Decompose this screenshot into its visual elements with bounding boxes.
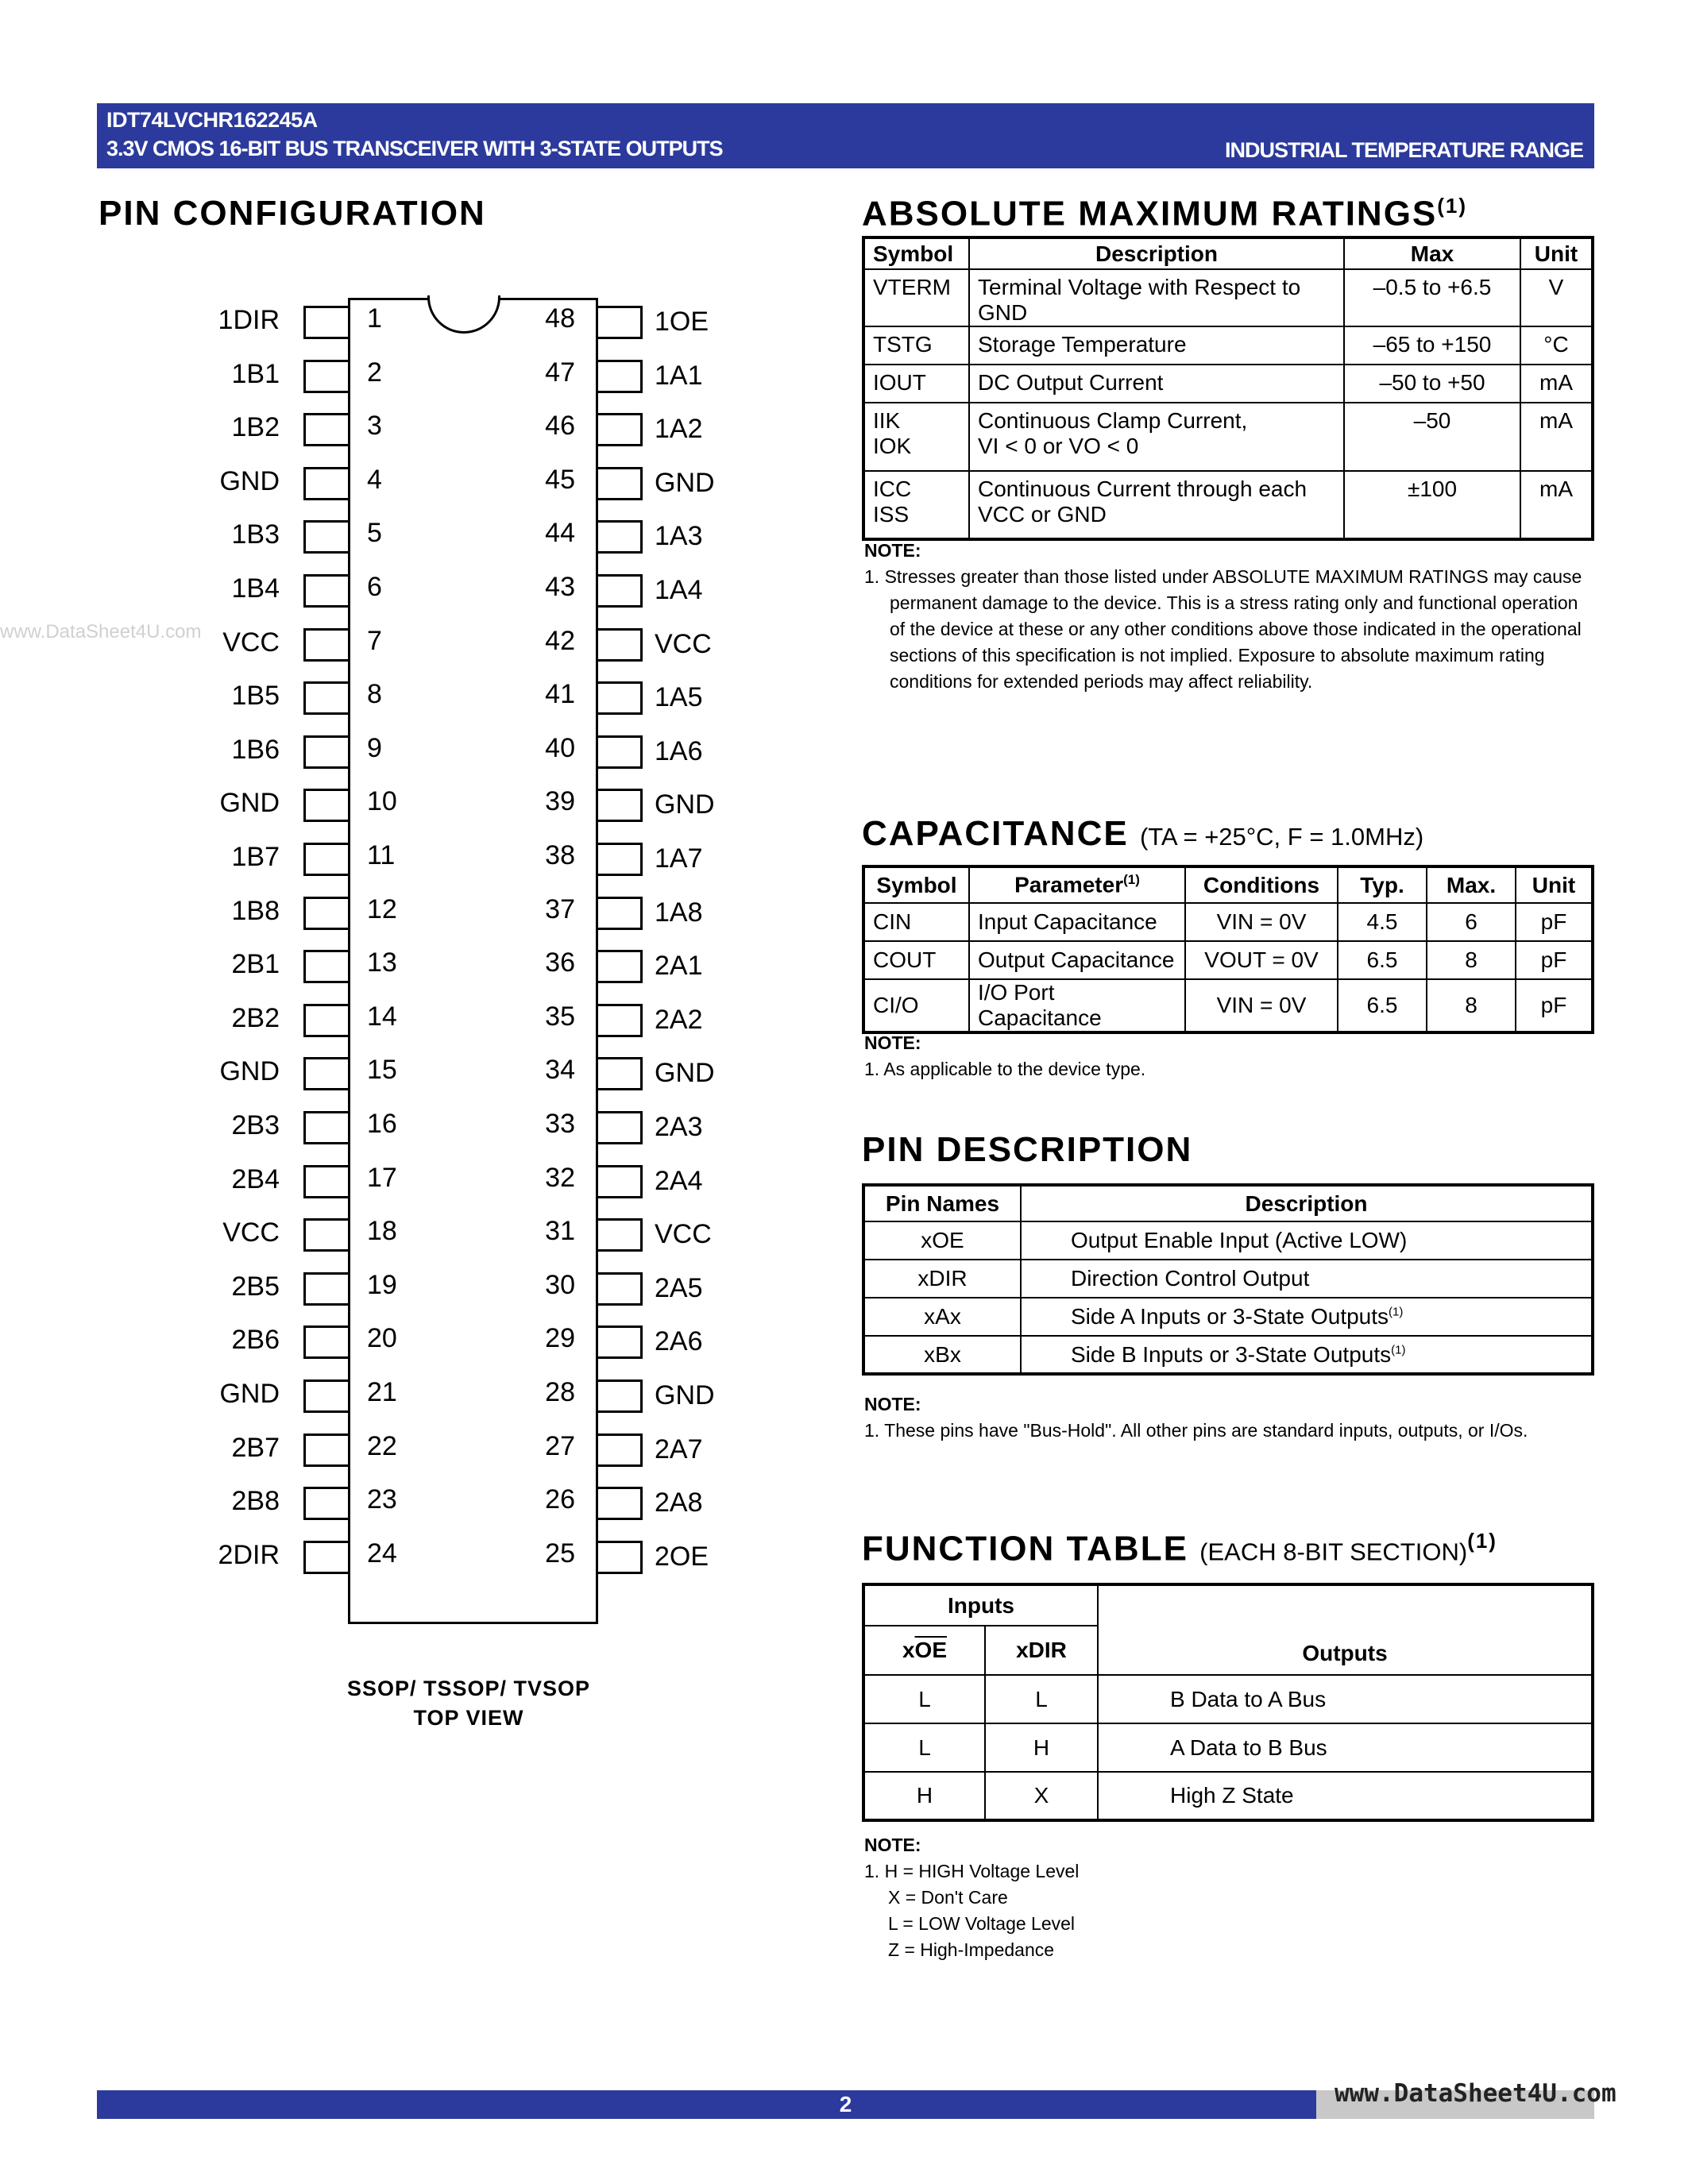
pin-label: 2A7	[655, 1433, 703, 1464]
pin-desc-description	[1021, 1260, 1593, 1298]
pin-label: GND	[219, 788, 280, 819]
pin-label: 1A8	[655, 897, 703, 928]
pin-label: 2B1	[231, 949, 280, 980]
cap-parameter: Output Capacitance	[969, 941, 1185, 979]
pin-desc-description	[1021, 1298, 1593, 1336]
pin-lead	[598, 360, 643, 393]
pin-label: 2B2	[231, 1002, 280, 1033]
cap-unit: pF	[1516, 941, 1593, 979]
function-table-row	[863, 1675, 1593, 1723]
pin-number: 15	[367, 1055, 397, 1086]
pin-label: 1B4	[231, 573, 280, 604]
abs-max-unit: mA	[1520, 403, 1593, 471]
pin-label: 2OE	[655, 1541, 709, 1572]
capacitance-row	[863, 979, 1593, 1032]
pin-number: 28	[545, 1377, 575, 1407]
pin-lead	[303, 1379, 348, 1413]
abs-max-value: –65 to +150	[1344, 326, 1520, 365]
pin-desc-name: xDIR	[863, 1260, 1021, 1298]
abs-max-symbol-line1: VTERM	[873, 275, 951, 299]
abs-max-note-line5: conditions for extended periods may affect reliability.	[890, 671, 1313, 692]
pin-lead	[598, 1004, 643, 1037]
pin-desc-row	[863, 1260, 1593, 1298]
pin-desc-header-description: Description	[1021, 1185, 1593, 1221]
pin-number: 39	[545, 786, 575, 817]
pin-label: 1B3	[231, 519, 280, 550]
cap-symbol: CIN	[863, 903, 969, 941]
ft-output: B Data to A Bus	[1098, 1675, 1593, 1723]
pin-lead	[303, 681, 348, 715]
pin-desc-row	[863, 1298, 1593, 1336]
capacitance-row	[863, 903, 1593, 941]
pin-lead	[598, 843, 643, 876]
pin-desc-text: Side B Inputs or 3-State Outputs	[1071, 1341, 1392, 1367]
pin-desc-title: PIN DESCRIPTION	[862, 1130, 1193, 1169]
pin-number: 33	[545, 1109, 575, 1139]
cap-header-typ: Typ.	[1338, 866, 1427, 903]
pin-number: 41	[545, 679, 575, 710]
pin-number: 7	[367, 625, 382, 656]
abs-max-description	[969, 365, 1344, 403]
pin-label: VCC	[655, 628, 712, 659]
pin-label: 1B5	[231, 681, 280, 712]
abs-max-description-line1: Storage Temperature	[978, 332, 1187, 357]
abs-max-symbol	[863, 326, 969, 365]
ft-header-xoe-bar: $\overline{OE}$	[914, 1638, 948, 1662]
pin-desc-text: Output Enable Input (Active LOW)	[1071, 1228, 1408, 1252]
cap-header-unit: Unit	[1516, 866, 1593, 903]
abs-max-title-sup: (1)	[1437, 194, 1468, 218]
abs-max-note-head: NOTE:	[864, 540, 921, 561]
abs-max-description	[969, 403, 1344, 471]
ft-note-line1: 1. H = HIGH Voltage Level	[864, 1861, 1080, 1881]
pin-lead	[303, 1272, 348, 1306]
abs-max-note-line1: 1. Stresses greater than those listed under ABSOLUTE MAXIMUM RATINGS may cause	[864, 566, 1582, 587]
pin-label: 2A3	[655, 1112, 703, 1142]
abs-max-unit: °C	[1520, 326, 1593, 365]
pin-number: 24	[367, 1538, 397, 1569]
pin-label: 1B7	[231, 842, 280, 872]
pin-number: 1	[367, 303, 382, 334]
cap-max: 6	[1427, 903, 1516, 941]
pin-lead	[598, 413, 643, 446]
pin-number: 38	[545, 840, 575, 870]
pin-desc-note	[864, 1391, 1595, 1444]
ft-xoe: L	[863, 1675, 985, 1723]
pin-desc-row	[863, 1221, 1593, 1260]
function-table	[862, 1583, 1594, 1822]
cap-symbol: CI/O	[863, 979, 969, 1032]
pin-desc-name: xAx	[863, 1298, 1021, 1336]
pin-label: 2A8	[655, 1488, 703, 1518]
pin-number: 10	[367, 786, 397, 817]
ft-header-outputs: Outputs	[1098, 1584, 1593, 1675]
ft-output: A Data to B Bus	[1098, 1723, 1593, 1772]
pin-label: GND	[219, 465, 280, 496]
capacitance-table	[862, 865, 1594, 1034]
pin-number: 21	[367, 1377, 397, 1407]
pin-label: 1A6	[655, 735, 703, 766]
cap-conditions: VOUT = 0V	[1185, 941, 1338, 979]
pin-number: 34	[545, 1055, 575, 1086]
function-table-title-text: FUNCTION TABLE	[862, 1529, 1188, 1569]
cap-typ: 6.5	[1338, 979, 1427, 1032]
abs-max-description-line2: VCC or GND	[978, 502, 1107, 527]
pin-number: 48	[545, 303, 575, 334]
pin-lead	[598, 1165, 643, 1198]
pin-label: 2B5	[231, 1271, 280, 1302]
pin-lead	[303, 1057, 348, 1090]
ft-header-xoe	[863, 1626, 985, 1675]
ft-note-line4: Z = High-Impedance	[888, 1939, 1055, 1960]
pin-lead	[598, 1057, 643, 1090]
pin-lead	[598, 897, 643, 930]
cap-header-parameter-sup: (1)	[1123, 872, 1140, 888]
pin-lead	[598, 520, 643, 554]
abs-max-symbol-line1: TSTG	[873, 332, 933, 357]
abs-max-row	[863, 365, 1593, 403]
footer-watermark: www.DataSheet4U.com	[1335, 2079, 1617, 2108]
abs-max-value: –50	[1344, 403, 1520, 471]
cap-parameter: I/O Port Capacitance	[969, 979, 1185, 1032]
abs-max-note	[864, 538, 1595, 695]
pin-number: 22	[367, 1430, 397, 1461]
abs-max-symbol	[863, 403, 969, 471]
ft-note-line2: X = Don't Care	[888, 1887, 1008, 1908]
pin-number: 18	[367, 1216, 397, 1247]
pin-number: 29	[545, 1323, 575, 1354]
pin-lead	[303, 1433, 348, 1467]
pin-number: 30	[545, 1269, 575, 1300]
pin-number: 13	[367, 947, 397, 978]
abs-max-table	[862, 236, 1594, 541]
temperature-range: INDUSTRIAL TEMPERATURE RANGE	[1224, 138, 1583, 162]
pin-lead	[303, 360, 348, 393]
pin-number: 20	[367, 1323, 397, 1354]
cap-unit: pF	[1516, 979, 1593, 1032]
pin-lead	[598, 1111, 643, 1144]
pin-number: 4	[367, 464, 382, 495]
pin-lead	[598, 1487, 643, 1520]
abs-max-symbol-line2: ISS	[873, 502, 910, 527]
abs-max-header-description: Description	[969, 237, 1344, 269]
pin-label: GND	[655, 1058, 715, 1089]
cap-header-parameter-text: Parameter	[1014, 872, 1124, 897]
abs-max-description-line2: VI < 0 or VO < 0	[978, 434, 1139, 458]
pin-label: GND	[655, 789, 715, 820]
capacitance-note	[864, 1030, 1595, 1082]
pin-label: 2B4	[231, 1163, 280, 1194]
pin-label: 1B1	[231, 358, 280, 389]
pin-number: 23	[367, 1484, 397, 1515]
pin-desc-description	[1021, 1221, 1593, 1260]
pin-label: 2A5	[655, 1272, 703, 1303]
header-bar	[97, 103, 1594, 168]
abs-max-symbol	[863, 269, 969, 326]
pin-lead	[303, 897, 348, 930]
abs-max-unit: mA	[1520, 471, 1593, 539]
abs-max-description	[969, 326, 1344, 365]
pin-number: 47	[545, 357, 575, 388]
cap-unit: pF	[1516, 903, 1593, 941]
abs-max-symbol-line1: IIK	[873, 408, 901, 433]
pin-lead	[303, 574, 348, 608]
function-table-row	[863, 1772, 1593, 1820]
pin-lead	[303, 306, 348, 339]
pin-number: 17	[367, 1162, 397, 1193]
pin-desc-text: Direction Control Output	[1071, 1266, 1310, 1291]
ft-xoe: L	[863, 1723, 985, 1772]
pin-lead	[598, 1541, 643, 1574]
function-table-subtitle: (EACH 8-BIT SECTION)	[1199, 1538, 1468, 1566]
abs-max-description	[969, 471, 1344, 539]
pin-lead	[303, 1004, 348, 1037]
capacitance-title-text: CAPACITANCE	[862, 814, 1129, 853]
cap-max: 8	[1427, 979, 1516, 1032]
pin-config-title: PIN CONFIGURATION	[98, 194, 486, 233]
pin-label: 1B6	[231, 734, 280, 765]
abs-max-title	[862, 194, 1467, 234]
capacitance-title	[862, 814, 1423, 854]
pin-lead	[598, 950, 643, 983]
pin-number: 36	[545, 947, 575, 978]
package-caption-line2: TOP VIEW	[413, 1706, 524, 1730]
pin-number: 3	[367, 411, 382, 442]
ft-header-inputs: Inputs	[863, 1584, 1098, 1626]
function-table-title	[862, 1529, 1497, 1569]
cap-conditions: VIN = 0V	[1185, 903, 1338, 941]
pin-lead	[598, 306, 643, 339]
side-watermark: www.DataSheet4U.com	[0, 621, 202, 642]
abs-max-value: –0.5 to +6.5	[1344, 269, 1520, 326]
pin-label: 1A5	[655, 682, 703, 713]
pin-label: 2A1	[655, 951, 703, 982]
abs-max-value: ±100	[1344, 471, 1520, 539]
pin-number: 8	[367, 679, 382, 710]
pin-number: 16	[367, 1109, 397, 1139]
package-caption-line1: SSOP/ TSSOP/ TVSOP	[346, 1677, 591, 1700]
pin-lead	[303, 1325, 348, 1359]
pin-label: 2A4	[655, 1165, 703, 1196]
pin-label: 1A4	[655, 575, 703, 605]
abs-max-description-line1: Continuous Current through each	[978, 477, 1308, 501]
cap-typ: 6.5	[1338, 941, 1427, 979]
pin-number: 45	[545, 464, 575, 495]
abs-max-note-line2: permanent damage to the device. This is a stress rating only and functional operation	[890, 592, 1578, 613]
pin-label: VCC	[222, 627, 280, 658]
pin-desc-text: Side A Inputs or 3-State Outputs	[1071, 1304, 1389, 1329]
pin-label: 1A1	[655, 360, 703, 391]
abs-max-symbol-line1: ICC	[873, 477, 912, 501]
pin-label: 2B6	[231, 1325, 280, 1356]
pin-number: 40	[545, 732, 575, 763]
pin-lead	[598, 1272, 643, 1306]
pin-label: 1A3	[655, 521, 703, 552]
abs-max-header-symbol: Symbol	[863, 237, 969, 269]
cap-conditions: VIN = 0V	[1185, 979, 1338, 1032]
pin-label: 1A2	[655, 414, 703, 445]
header-description: 3.3V CMOS 16-BIT BUS TRANSCEIVER WITH 3-STATE OUTPUTS	[106, 137, 723, 160]
page-number: 2	[839, 2092, 852, 2116]
ft-xoe: H	[863, 1772, 985, 1820]
pin-number: 43	[545, 572, 575, 602]
abs-max-note-line3: of the device at these or any other conditions above those indicated in the operational	[890, 619, 1582, 639]
cap-header-symbol: Symbol	[863, 866, 969, 903]
pin-number: 46	[545, 411, 575, 442]
pin-number: 5	[367, 518, 382, 549]
pin-desc-note-head: NOTE:	[864, 1394, 921, 1414]
pin-label: GND	[219, 1056, 280, 1087]
pin-lead	[303, 628, 348, 662]
pin-label: 1DIR	[218, 305, 280, 335]
pin-desc-table	[862, 1183, 1594, 1376]
pin-number: 2	[367, 357, 382, 388]
pin-number: 44	[545, 518, 575, 549]
pin-lead	[303, 1111, 348, 1144]
abs-max-row	[863, 471, 1593, 539]
function-table-note	[864, 1832, 1595, 1963]
pin-label: VCC	[222, 1217, 280, 1248]
pin-number: 35	[545, 1001, 575, 1032]
pin-label: 2B7	[231, 1432, 280, 1463]
pin-number: 42	[545, 625, 575, 656]
function-table-title-sup: (1)	[1467, 1529, 1497, 1553]
abs-max-unit: mA	[1520, 365, 1593, 403]
pin-lead	[598, 1433, 643, 1467]
abs-max-note-line4: sections of this specification is not implied. Exposure to absolute maximum rating	[890, 645, 1545, 666]
abs-max-description-line1: Terminal Voltage with Respect to GND	[978, 275, 1301, 325]
abs-max-symbol-line1: IOUT	[873, 370, 926, 395]
cap-parameter: Input Capacitance	[969, 903, 1185, 941]
cap-typ: 4.5	[1338, 903, 1427, 941]
ft-output: High Z State	[1098, 1772, 1593, 1820]
abs-max-unit: V	[1520, 269, 1593, 326]
pin-number: 25	[545, 1538, 575, 1569]
package-caption	[334, 1674, 604, 1733]
abs-max-description-line1: DC Output Current	[978, 370, 1164, 395]
abs-max-row	[863, 403, 1593, 471]
ft-header-xoe-prefix: x	[902, 1638, 915, 1662]
ft-xdir: H	[985, 1723, 1098, 1772]
cap-symbol: COUT	[863, 941, 969, 979]
pin-number: 19	[367, 1269, 397, 1300]
pin-number: 27	[545, 1430, 575, 1461]
pin-number: 11	[367, 840, 396, 870]
ft-xdir: X	[985, 1772, 1098, 1820]
pin-desc-header-names: Pin Names	[863, 1185, 1021, 1221]
pin-label: 1A7	[655, 843, 703, 874]
ft-note-head: NOTE:	[864, 1835, 921, 1855]
capacitance-row	[863, 941, 1593, 979]
abs-max-symbol	[863, 471, 969, 539]
pin-lead	[303, 520, 348, 554]
pin-lead	[598, 1218, 643, 1252]
pin-label: 2DIR	[218, 1539, 280, 1570]
pin-desc-row	[863, 1336, 1593, 1374]
cap-header-max: Max.	[1427, 866, 1516, 903]
pin-desc-note-line1: 1. These pins have "Bus-Hold". All other pins are standard inputs, outputs, or I/Os.	[864, 1420, 1528, 1441]
part-number: IDT74LVCHR162245A	[106, 108, 318, 132]
pin-label: VCC	[655, 1219, 712, 1250]
pin-number: 37	[545, 893, 575, 924]
cap-note-line1: 1. As applicable to the device type.	[864, 1059, 1146, 1079]
cap-header-conditions: Conditions	[1185, 866, 1338, 903]
capacitance-subtitle: (TA = +25°C, F = 1.0MHz)	[1139, 823, 1424, 851]
abs-max-title-text: ABSOLUTE MAXIMUM RATINGS	[862, 194, 1438, 233]
pin-lead	[303, 843, 348, 876]
pin-number: 6	[367, 572, 382, 602]
abs-max-symbol-line2: IOK	[873, 434, 912, 458]
pin-lead	[303, 467, 348, 500]
pin-label: 1B8	[231, 895, 280, 926]
abs-max-row	[863, 269, 1593, 326]
pin-number: 32	[545, 1162, 575, 1193]
pin-label: GND	[655, 1380, 715, 1410]
abs-max-header-max: Max	[1344, 237, 1520, 269]
pin-lead	[598, 574, 643, 608]
pin-desc-sup: (1)	[1391, 1343, 1406, 1357]
pin-lead	[598, 1379, 643, 1413]
pin-label: 1OE	[655, 307, 709, 337]
cap-header-parameter	[969, 866, 1185, 903]
cap-max: 8	[1427, 941, 1516, 979]
abs-max-row	[863, 326, 1593, 365]
pin-lead	[303, 1218, 348, 1252]
pin-lead	[303, 950, 348, 983]
pin-desc-sup: (1)	[1389, 1305, 1404, 1319]
abs-max-description-line1: Continuous Clamp Current,	[978, 408, 1248, 433]
pin-label: 2A2	[655, 1004, 703, 1035]
abs-max-description	[969, 269, 1344, 326]
pin-lead	[598, 1325, 643, 1359]
abs-max-header-unit: Unit	[1520, 237, 1593, 269]
pin-label: 1B2	[231, 412, 280, 443]
pin-number: 14	[367, 1001, 397, 1032]
pin-lead	[303, 1541, 348, 1574]
pin-number: 9	[367, 732, 382, 763]
pin-label: 2B8	[231, 1486, 280, 1517]
pin-number: 31	[545, 1216, 575, 1247]
function-table-row	[863, 1723, 1593, 1772]
pin-lead	[598, 628, 643, 662]
ft-xdir: L	[985, 1675, 1098, 1723]
pin-lead	[303, 789, 348, 822]
abs-max-value: –50 to +50	[1344, 365, 1520, 403]
pin-desc-name: xOE	[863, 1221, 1021, 1260]
pin-number: 26	[545, 1484, 575, 1515]
pin-lead	[303, 1487, 348, 1520]
pin-lead	[598, 467, 643, 500]
pin-lead	[303, 735, 348, 769]
pin-lead	[303, 413, 348, 446]
ft-header-xdir: xDIR	[985, 1626, 1098, 1675]
pin-label: 2B3	[231, 1110, 280, 1140]
ft-note-line3: L = LOW Voltage Level	[888, 1913, 1076, 1934]
pin-desc-description	[1021, 1336, 1593, 1374]
pin-desc-name: xBx	[863, 1336, 1021, 1374]
pin-lead	[303, 1165, 348, 1198]
pin-lead	[598, 681, 643, 715]
pin-label: GND	[219, 1379, 280, 1409]
pin-label: 2A6	[655, 1326, 703, 1357]
pin-lead	[598, 789, 643, 822]
abs-max-symbol	[863, 365, 969, 403]
pin-number: 12	[367, 893, 397, 924]
pin-lead	[598, 735, 643, 769]
pin-label: GND	[655, 467, 715, 498]
cap-note-head: NOTE:	[864, 1032, 921, 1053]
